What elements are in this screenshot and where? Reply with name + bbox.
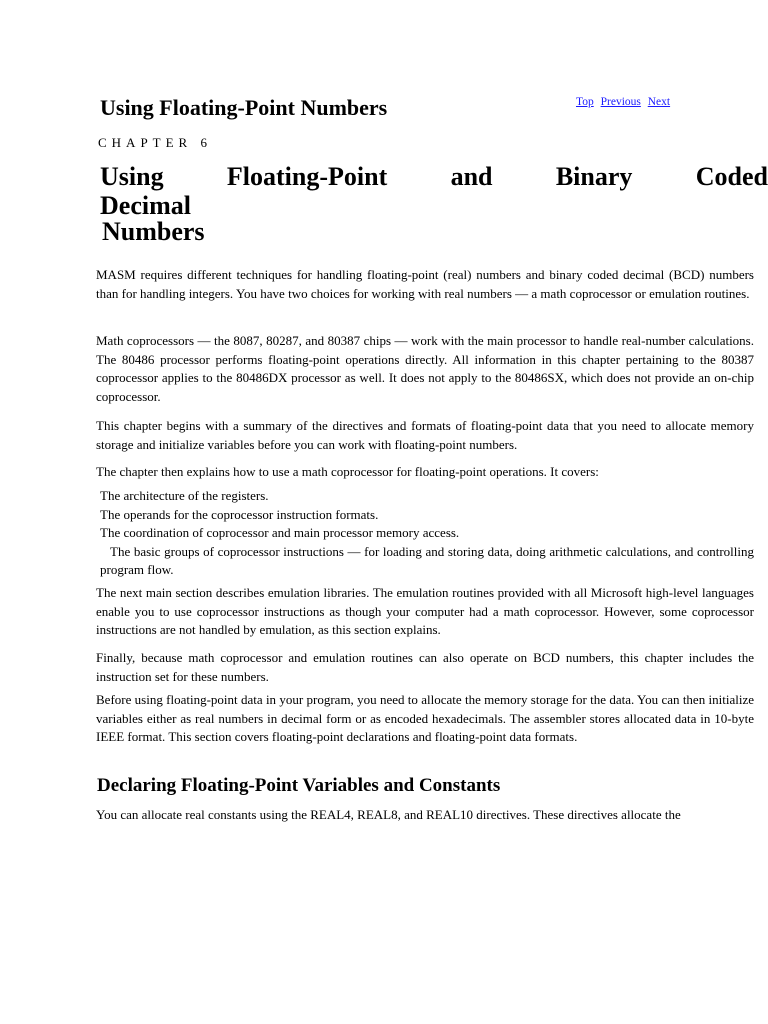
top-link[interactable]: Top — [576, 96, 594, 108]
section-heading: Declaring Floating-Point Variables and Constants — [97, 775, 501, 796]
body-paragraph: Finally, because math coprocessor and emulation routines can also operate on BCD numbers, this chapter includes the instruction set for these numbers. — [96, 650, 754, 684]
body-paragraph: MASM requires different techniques for handling floating-point (real) numbers and binary coded decimal (BCD) numbers than for handling integers. You have two choices for working with real numbers — a math coprocessor or emulation routines. — [96, 267, 754, 301]
page-navigation — [576, 96, 674, 108]
chapter-title-line2: Decimal — [100, 191, 191, 220]
chapter-title — [100, 162, 768, 246]
previous-link[interactable]: Previous — [600, 96, 641, 108]
topic-list — [100, 487, 754, 580]
chapter-label: CHAPTER 6 — [98, 135, 212, 150]
list-item: The operands for the coprocessor instruction formats. — [100, 506, 379, 522]
chapter-title-word: Floating-Point — [226, 162, 388, 191]
chapter-title-word: Binary — [555, 162, 633, 191]
body-paragraph: This chapter begins with a summary of the directives and formats of floating-point data that you need to allocate memory storage and initialize variables before you can work with floating-point numbers. — [96, 418, 754, 452]
body-paragraph: Before using floating-point data in your program, you need to allocate the memory storage for the data. You can then initialize variables either as real numbers in decimal form or as encoded hexadecimals. The assembler stores allocated data in 10-byte IEEE format. This section covers floating-point declarations and floating-point data formats. — [96, 692, 754, 744]
list-item: The architecture of the registers. — [100, 488, 269, 503]
chapter-title-line1 — [100, 162, 768, 191]
chapter-title-word: and — [450, 162, 493, 191]
body-paragraph: The chapter then explains how to use a math coprocessor for floating-point operations. It covers: — [96, 464, 599, 479]
list-item: The coordination of coprocessor and main processor memory access. — [100, 525, 460, 540]
chapter-title-line3: Numbers — [102, 217, 205, 246]
chapter-title-word: Using — [100, 162, 164, 191]
body-paragraph: You can allocate real constants using the REAL4, REAL8, and REAL10 directives. These directives allocate the — [96, 807, 681, 822]
body-paragraph: Math coprocessors — the 8087, 80287, and 80387 chips — work with the main processor to handle real-number calculations. The 80486 processor performs floating-point operations directly. All information in this chapter pertaining to the 80387 coprocessor applies to the 80486DX processor as well. It does not apply to the 80486SX, which does not provide an on-chip coprocessor. — [96, 333, 754, 404]
next-link[interactable]: Next — [647, 96, 671, 108]
body-paragraph: The next main section describes emulation libraries. The emulation routines provided with all Microsoft high-level languages enable you to use coprocessor instructions as though your computer had a math coprocessor. However, some coprocessor instructions are not handled by emulation, as this section explains. — [96, 585, 754, 637]
page-title: Using Floating-Point Numbers — [100, 95, 388, 120]
list-item: The basic groups of coprocessor instructions — for loading and storing data, doing arithmetic calculations, and controlling program flow. — [100, 543, 754, 577]
chapter-title-word: Coded — [695, 162, 768, 191]
